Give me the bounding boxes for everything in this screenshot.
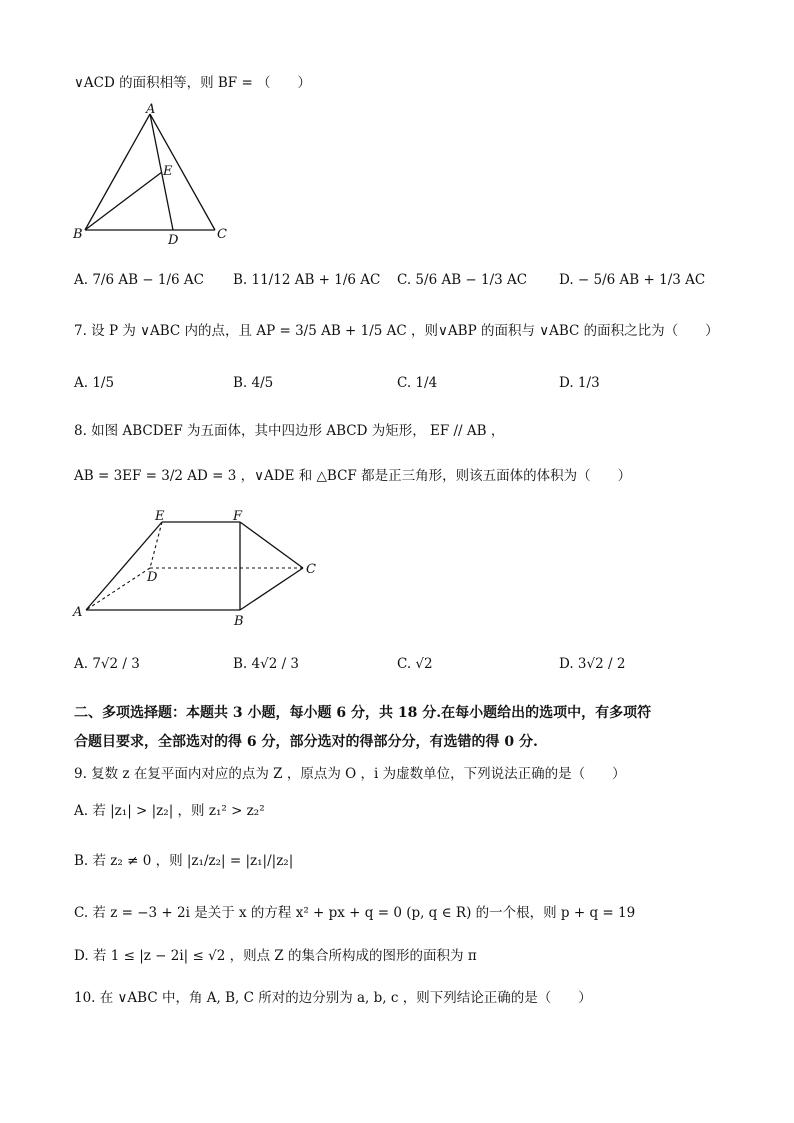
q6-label-a: A (146, 102, 156, 117)
q8-label-a: A (73, 605, 83, 620)
q7-stem: 7. 设 P 为 ∨ABC 内的点，且 AP = 3/5 AB + 1/5 AC ，则∨ABP 的面积与 ∨ABC 的面积之比为（ ） (74, 323, 719, 339)
q6-option-b: B. 11/12 AB + 1/6 AC (233, 272, 381, 288)
q6-label-b: B (73, 227, 83, 242)
q8-option-c: C. √2 (397, 656, 433, 672)
q7-option-a: A. 1/5 (74, 375, 115, 391)
q8-option-b: B. 4√2 / 3 (233, 656, 300, 672)
q8-stem-line1: 8. 如图 ABCDEF 为五面体，其中四边形 ABCD 为矩形， EF // AB ， (74, 423, 505, 439)
q6-option-c: C. 5/6 AB − 1/3 AC (397, 272, 528, 288)
q8-label-e: E (155, 509, 165, 524)
q6-option-d: D. − 5/6 AB + 1/3 AC (559, 272, 706, 288)
q6-option-a: A. 7/6 AB − 1/6 AC (74, 272, 205, 288)
q10-stem: 10. 在 ∨ABC 中，角 A, B, C 所对的边分别为 a, b, c ，则下列结论正确的是（ ） (74, 990, 592, 1006)
q7-option-d: D. 1/3 (559, 375, 600, 391)
q9-option-b: B. 若 z₂ ≠ 0 ，则 |z₁/z₂| = |z₁|/|z₂| (74, 853, 294, 869)
q8-label-c: C (306, 562, 316, 577)
q6-label-d: D (168, 233, 179, 248)
q6-stem: ∨ACD 的面积相等，则 BF = （ ） (74, 75, 312, 91)
q8-pentahedron-figure (70, 510, 330, 630)
q9-option-d: D. 若 1 ≤ |z − 2i| ≤ √2 ，则点 Z 的集合所构成的图形的面积为 π (74, 948, 477, 964)
q6-label-e: E (163, 164, 173, 179)
q8-stem-line2: AB = 3EF = 3/2 AD = 3 ，∨ADE 和 △BCF 都是正三角形，则该五面体的体积为（ ） (74, 468, 632, 484)
q7-option-c: C. 1/4 (397, 375, 438, 391)
section2-heading-line2: 合题目要求，全部选对的得 6 分，部分选对的得部分分，有选错的得 0 分. (74, 734, 538, 750)
q8-label-d: D (147, 570, 158, 585)
q7-option-b: B. 4/5 (233, 375, 274, 391)
q8-label-f: F (233, 509, 243, 524)
q8-option-d: D. 3√2 / 2 (559, 656, 626, 672)
q8-label-b: B (234, 614, 244, 629)
q9-option-c: C. 若 z = −3 + 2i 是关于 x 的方程 x² + px + q = 0 (p, q ∈ R) 的一个根，则 p + q = 19 (74, 905, 636, 921)
q9-option-a: A. 若 |z₁| > |z₂| ，则 z₁² > z₂² (74, 803, 265, 819)
q6-label-c: C (217, 227, 227, 242)
q6-triangle-figure (70, 104, 240, 254)
q8-option-a: A. 7√2 / 3 (74, 656, 140, 672)
q9-stem: 9. 复数 z 在复平面内对应的点为 Z ，原点为 O ，i 为虚数单位，下列说法正确的是（ ） (74, 766, 626, 782)
section2-heading-line1: 二、多项选择题：本题共 3 小题，每小题 6 分，共 18 分.在每小题给出的选项中，有多项符 (74, 705, 652, 721)
